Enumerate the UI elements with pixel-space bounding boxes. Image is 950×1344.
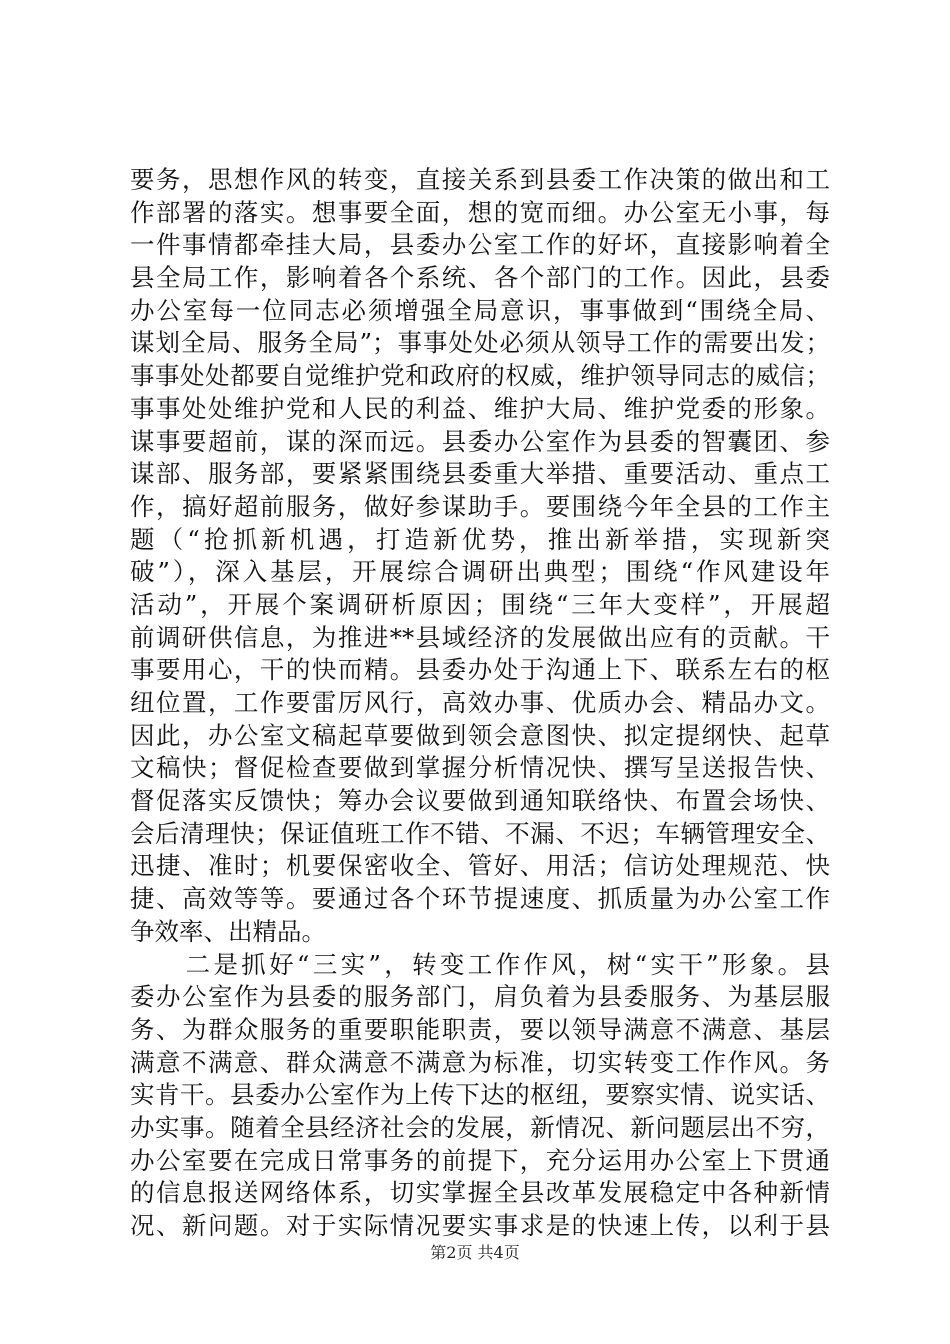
page-number: 第2页 共4页 bbox=[430, 1243, 520, 1262]
text-line: 办实事。随着全县经济社会的发展，新情况、新问题层出不穷， bbox=[130, 1112, 830, 1142]
text-line: 事事处处维护党和人民的利益、维护大局、维护党委的形象。 bbox=[130, 393, 830, 423]
text-line: 事事处处都要自觉维护党和政府的权威，维护领导同志的威信； bbox=[130, 361, 830, 391]
text-line: 要务，思想作风的转变，直接关系到县委工作决策的做出和工 bbox=[130, 165, 830, 194]
text-line: 办公室每一位同志必须增强全局意识，事事做到“围绕全局、 bbox=[130, 295, 830, 325]
text-line: 纽位置，工作要雷厉风行，高效办事、优质办会、精品办文。 bbox=[130, 688, 830, 717]
text-line: 破”），深入基层，开展综合调研出典型；围绕“作风建设年 bbox=[130, 557, 830, 587]
text-line: 因此，办公室文稿起草要做到领会意图快、拟定提纲快、起草 bbox=[130, 720, 830, 750]
text-line: 前调研供信息，为推进**县域经济的发展做出应有的贡献。干 bbox=[130, 622, 830, 652]
text-line: 迅捷、准时；机要保密收全、管好、用活；信访处理规范、快 bbox=[130, 851, 830, 881]
text-line: 文稿快；督促检查要做到掌握分析情况快、撰写呈送报告快、 bbox=[130, 753, 830, 783]
text-line: 县全局工作，影响着各个系统、各个部门的工作。因此，县委 bbox=[130, 263, 830, 293]
text-line: 捷、高效等等。要通过各个环节提速度、抓质量为办公室工作 bbox=[130, 884, 830, 914]
text-line: 事要用心，干的快而精。县委办处于沟通上下、联系左右的枢 bbox=[130, 655, 830, 685]
text-line: 督促落实反馈快；筹办会议要做到通知联络快、布置会场快、 bbox=[130, 786, 830, 816]
text-line: 会后清理快；保证值班工作不错、不漏、不迟；车辆管理安全、 bbox=[130, 818, 830, 848]
text-line: 况、新问题。对于实际情况要实事求是的快速上传，以利于县 bbox=[130, 1211, 830, 1240]
text-line: 谋划全局、服务全局”；事事处处必须从领导工作的需要出发； bbox=[130, 328, 830, 358]
text-line: 办公室要在完成日常事务的前提下，充分运用办公室上下贯通 bbox=[130, 1145, 830, 1175]
text-line: 满意不满意、群众满意不满意为标准，切实转变工作作风。务 bbox=[130, 1047, 830, 1077]
text-line: 作部署的落实。想事要全面，想的宽而细。办公室无小事，每 bbox=[130, 197, 830, 227]
text-line: 作，搞好超前服务，做好参谋助手。要围绕今年全县的工作主 bbox=[130, 491, 830, 521]
text-line: 谋部、服务部，要紧紧围绕县委重大举措、重要活动、重点工 bbox=[130, 459, 830, 489]
text-line: 一件事情都牵挂大局，县委办公室工作的好坏，直接影响着全 bbox=[130, 230, 830, 260]
text-line: 委办公室作为县委的服务部门，肩负着为县委服务、为基层服 bbox=[130, 982, 830, 1012]
text-line: 实肯干。县委办公室作为上传下达的枢纽，要察实情、说实话、 bbox=[130, 1080, 830, 1110]
text-line: 题（“抢抓新机遇，打造新优势，推出新举措，实现新突 bbox=[130, 524, 830, 554]
body-text bbox=[130, 164, 830, 1243]
paragraph-end-line: 争效率、出精品。 bbox=[130, 916, 326, 946]
text-line: 的信息报送网络体系，切实掌握全县改革发展稳定中各种新情 bbox=[130, 1178, 830, 1208]
text-line: 谋事要超前，谋的深而远。县委办公室作为县委的智囊团、参 bbox=[130, 426, 830, 456]
paragraph-start-line: 二是抓好“三实”，转变工作作风，树“实干”形象。县 bbox=[130, 949, 830, 979]
text-line: 活动”，开展个案调研析原因；围绕“三年大变样”，开展超 bbox=[130, 589, 830, 619]
text-line: 务、为群众服务的重要职能职责，要以领导满意不满意、基层 bbox=[130, 1014, 830, 1044]
